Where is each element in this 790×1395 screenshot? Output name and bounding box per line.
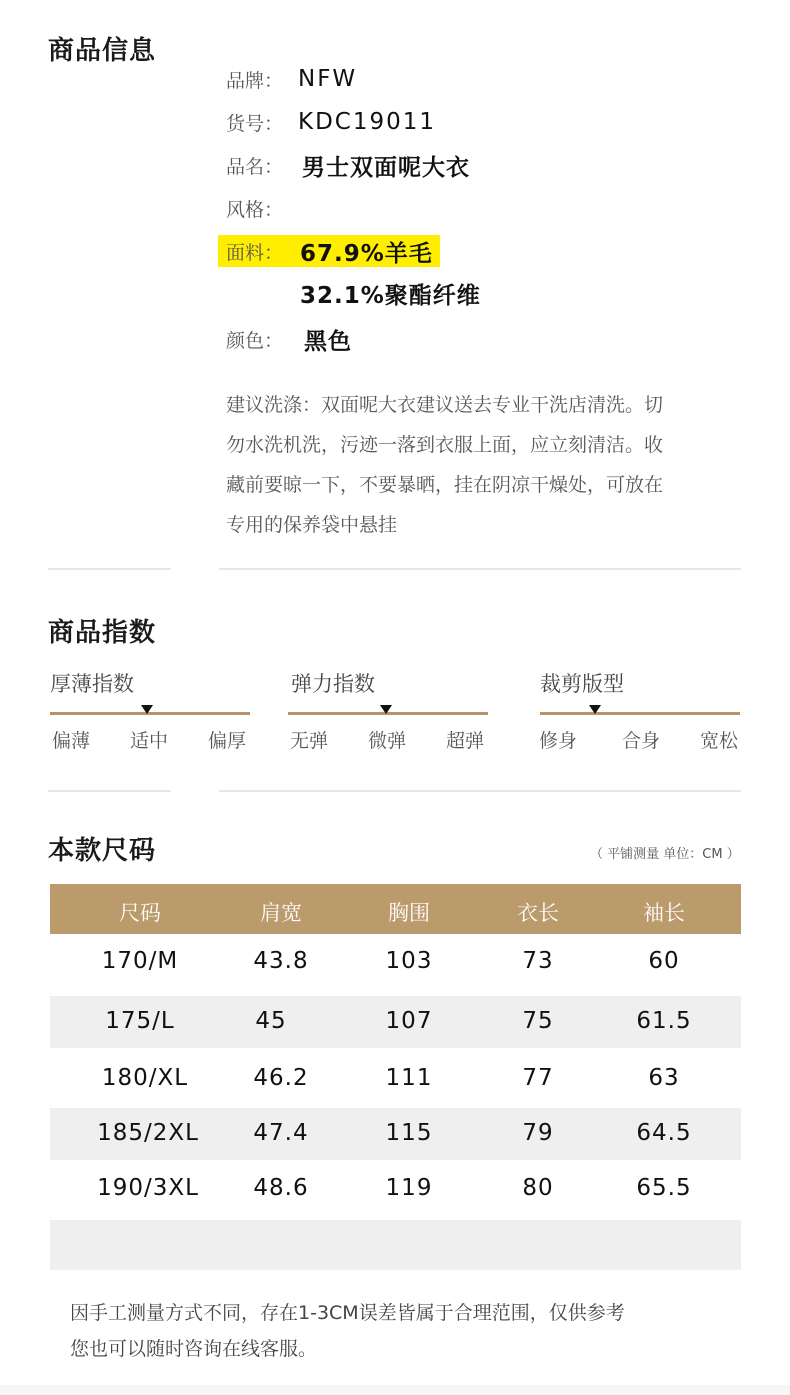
index-title: 裁剪版型 [540, 672, 624, 696]
index-scale-line [540, 712, 740, 715]
shoulder-cell: 46.2 [253, 1065, 309, 1091]
table-row-empty [50, 1220, 741, 1270]
index-option: 超弹 [446, 730, 485, 752]
info-label: 品名： [226, 155, 284, 178]
index-elasticity [288, 668, 488, 752]
chest-cell: 103 [385, 948, 433, 974]
index-title: 厚薄指数 [50, 672, 134, 696]
size-chart-title: 本款尺码 [48, 836, 157, 866]
divider [48, 568, 171, 570]
material-value: 67.9%羊毛 [300, 240, 433, 267]
index-fit [539, 668, 740, 752]
index-option: 无弹 [290, 730, 329, 752]
length-cell: 73 [522, 948, 554, 974]
size-cell: 190/3XL [97, 1175, 199, 1201]
index-option: 修身 [539, 730, 578, 752]
wash-line: 勿水洗机洗，污迹一落到衣服上面，应立刻清洁。收 [226, 434, 664, 456]
header-cell: 尺码 [119, 901, 161, 925]
size-cell: 175/L [105, 1008, 175, 1034]
info-row-color [226, 322, 352, 356]
note-line: 因手工测量方式不同，存在1-3CM误差皆属于合理范围，仅供参考 [70, 1302, 625, 1324]
sleeve-cell: 63 [648, 1065, 680, 1091]
wash-instructions [226, 385, 726, 545]
index-marker-icon [380, 705, 392, 714]
info-row-sku [226, 105, 436, 139]
bottom-strip [0, 1385, 790, 1395]
info-label: 品牌： [226, 69, 284, 92]
table-row [50, 1163, 741, 1215]
index-thickness [50, 668, 250, 752]
product-info-title: 商品信息 [48, 36, 157, 66]
divider [48, 790, 171, 792]
chest-cell: 115 [385, 1120, 433, 1146]
length-cell: 80 [522, 1175, 554, 1201]
index-option: 适中 [130, 730, 169, 752]
length-cell: 77 [522, 1065, 554, 1091]
product-name-value: 男士双面呢大衣 [302, 154, 470, 181]
wash-line: 藏前要晾一下，不要暴晒，挂在阴凉干燥处，可放在 [226, 474, 664, 496]
brand-value: NFW [298, 66, 358, 92]
table-row [50, 936, 741, 988]
header-cell: 袖长 [643, 901, 685, 925]
size-table-header [50, 884, 741, 934]
sku-value: KDC19011 [298, 109, 437, 135]
size-cell: 180/XL [101, 1065, 189, 1091]
note-line: 您也可以随时咨询在线客服。 [70, 1338, 318, 1360]
info-row-style [226, 191, 298, 225]
product-index-title: 商品指数 [48, 618, 157, 648]
index-option: 宽松 [700, 730, 739, 752]
size-cell: 170/M [101, 948, 179, 974]
table-row [50, 1108, 741, 1160]
length-cell: 75 [522, 1008, 554, 1034]
index-option: 偏厚 [208, 730, 247, 752]
index-marker-icon [141, 705, 153, 714]
index-option: 微弹 [368, 730, 407, 752]
table-row [50, 996, 741, 1048]
sleeve-cell: 65.5 [636, 1175, 692, 1201]
info-label: 货号： [226, 112, 284, 135]
shoulder-cell: 48.6 [253, 1175, 309, 1201]
wash-line: 专用的保养袋中悬挂 [226, 514, 398, 536]
shoulder-cell: 43.8 [253, 948, 309, 974]
info-row-brand [226, 62, 357, 96]
header-cell: 胸围 [388, 901, 430, 925]
divider [219, 790, 741, 792]
size-cell: 185/2XL [97, 1120, 199, 1146]
color-value: 黑色 [304, 328, 352, 355]
index-title: 弹力指数 [291, 672, 375, 696]
index-option: 合身 [622, 730, 661, 752]
sleeve-cell: 61.5 [636, 1008, 692, 1034]
index-marker-icon [589, 705, 601, 714]
info-label: 颜色： [226, 329, 284, 352]
info-row-name [226, 148, 470, 182]
material-value-2: 32.1%聚酯纤维 [300, 283, 481, 309]
unit-note: （ 平铺测量 单位：CM ） [590, 847, 740, 862]
info-row-material [226, 234, 433, 268]
header-cell: 肩宽 [260, 901, 302, 925]
index-option: 偏薄 [52, 730, 91, 752]
sleeve-cell: 60 [648, 948, 680, 974]
length-cell: 79 [522, 1120, 554, 1146]
chest-cell: 111 [385, 1065, 433, 1091]
shoulder-cell: 47.4 [253, 1120, 309, 1146]
info-label: 风格： [226, 198, 284, 221]
info-label: 面料： [226, 241, 284, 264]
measurement-note [70, 1295, 750, 1367]
table-row [50, 1053, 741, 1105]
divider [219, 568, 741, 570]
chest-cell: 119 [385, 1175, 433, 1201]
wash-line: 建议洗涤：双面呢大衣建议送去专业干洗店清洗。切 [226, 394, 664, 416]
sleeve-cell: 64.5 [636, 1120, 692, 1146]
shoulder-cell: 45 [255, 1008, 287, 1034]
header-cell: 衣长 [517, 901, 559, 925]
chest-cell: 107 [385, 1008, 433, 1034]
